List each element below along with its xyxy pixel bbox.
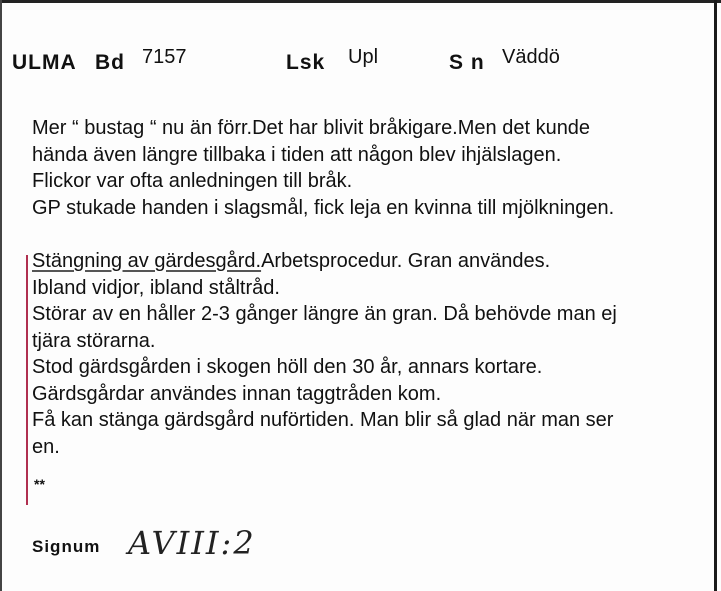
- paragraph-1-line: GP stukade handen i slagsmål, fick leja en kvinna till mjölkningen.: [32, 196, 615, 219]
- bd-value: 7157: [142, 46, 187, 68]
- paragraph-2: [32, 248, 617, 460]
- margin-marker-line: [26, 255, 28, 505]
- paragraph-1-line: hända även längre tillbaka i tiden att någon blev ihjälslagen.: [32, 143, 562, 166]
- paragraph-1-line: Flickor var ofta anledningen till bråk.: [32, 170, 353, 192]
- signum-value: AVIII:2: [128, 524, 256, 562]
- paragraph-2-first-line-rest: Arbetsprocedur. Gran användes.: [261, 250, 551, 272]
- paragraph-2-line: Få kan stänga gärdsgård nuförtiden. Man blir så glad när man ser: [32, 409, 614, 431]
- paragraph-2-line: Ibland vidjor, ibland ståltråd.: [32, 276, 280, 299]
- card-border-right: [714, 0, 717, 591]
- card-border-top: [0, 0, 721, 3]
- bd-label: Bd: [95, 51, 125, 74]
- sn-value: Väddö: [502, 46, 560, 68]
- paragraph-1: [32, 115, 614, 221]
- paragraph-2-line: Störar av en håller 2-3 gånger längre än gran. Då behövde man ej: [32, 303, 617, 325]
- paragraph-2-line: en.: [32, 435, 60, 458]
- lsk-label: Lsk: [286, 51, 326, 74]
- paragraph-1-line: Mer “ bustag “ nu än förr.Det har blivit bråkigare.Men det kunde: [32, 117, 591, 139]
- signum-label: Signum: [32, 537, 101, 556]
- paragraph-2-line: Stod gärdsgården i skogen höll den 30 år, annars kortare.: [32, 356, 543, 378]
- lsk-value: Upl: [348, 46, 379, 68]
- paragraph-2-line: Gärdsgårdar användes innan taggtråden kom.: [32, 382, 442, 405]
- card-border-left: [0, 0, 2, 591]
- paragraph-2-first-line: [32, 248, 617, 275]
- paragraph-2-line: tjära störarna.: [32, 329, 156, 352]
- paragraph-2-heading: Stängning av gärdesgård.: [32, 250, 262, 272]
- end-marker-stars: **: [34, 476, 45, 492]
- sn-label: S n: [449, 51, 485, 74]
- archive-label: ULMA: [12, 51, 77, 74]
